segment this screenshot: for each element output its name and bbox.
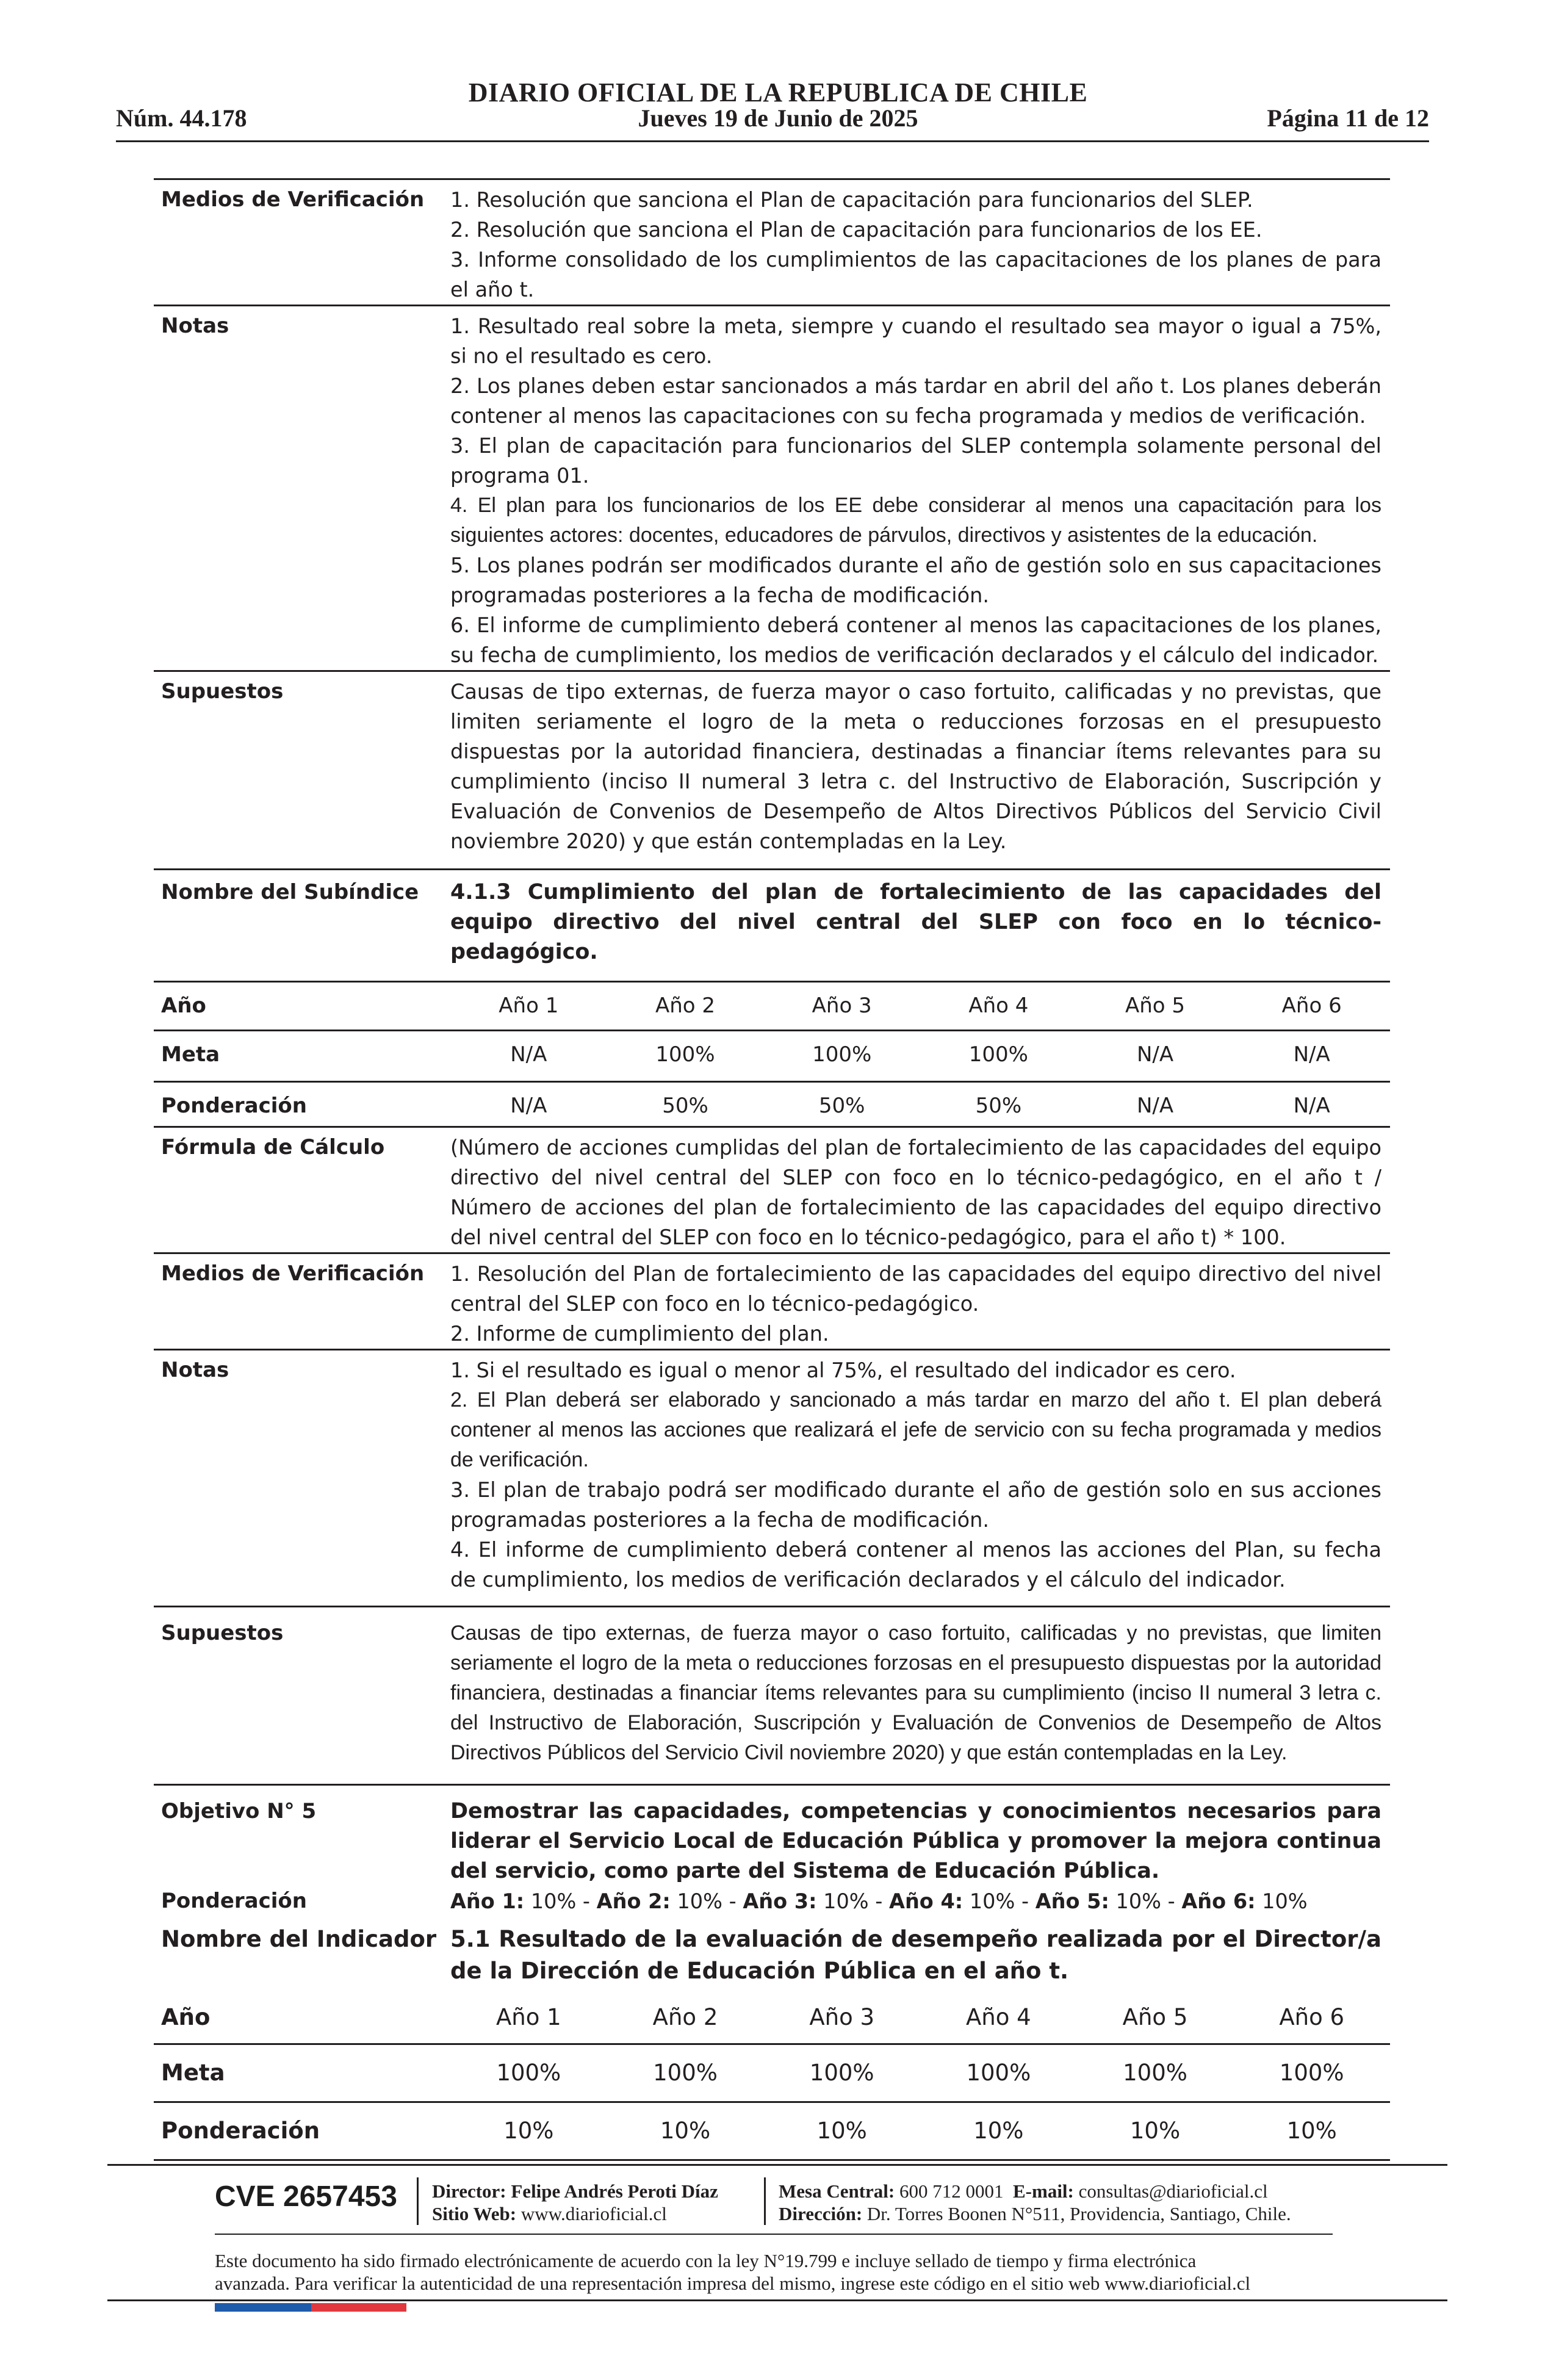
row-value bbox=[450, 180, 1390, 305]
meta-cell: 100% bbox=[812, 1042, 872, 1067]
year-cell: Año 6 bbox=[1281, 993, 1342, 1018]
meta-cell: N/A bbox=[1136, 1042, 1174, 1067]
separator: - bbox=[1015, 1889, 1036, 1913]
separator: - bbox=[722, 1889, 743, 1913]
row-ponderacion-objetivo bbox=[154, 1886, 1390, 1916]
row-value: (Número de acciones cumplidas del plan de fortalecimiento de las capacidades del equipo directivo del nivel central del SLEP con foco en lo técnico-pedagógico, en el año t / Número de acciones del plan de fortalecimiento de las capacidades del equipo directivo del nivel central del SLEP con foco en lo técnico-pedagógico, para el año t) * 100. bbox=[450, 1136, 1381, 1249]
meta-cell: 100% bbox=[1123, 2060, 1187, 2086]
pond-cell: 50% bbox=[818, 1094, 865, 1118]
footer-separator bbox=[764, 2177, 766, 2225]
meta-cell: 100% bbox=[655, 1042, 715, 1067]
row-label: Fórmula de Cálculo bbox=[161, 1135, 385, 1159]
phone-label: Mesa Central: bbox=[779, 2180, 895, 2202]
pond-cell: 50% bbox=[662, 1094, 708, 1118]
year-cell: Año 2 bbox=[652, 2004, 718, 2030]
pond-cell: 10% bbox=[503, 2118, 554, 2144]
meta-cell: 100% bbox=[809, 2060, 874, 2086]
separator: - bbox=[868, 1889, 890, 1913]
flag-blue-stripe bbox=[215, 2303, 311, 2312]
row-label: Año bbox=[161, 2004, 211, 2030]
pond-year-label: Año 1: bbox=[450, 1889, 525, 1913]
row-values bbox=[450, 1996, 1390, 2043]
row-medios-verificacion bbox=[154, 178, 1390, 305]
address: Dr. Torres Boonen N°511, Providencia, Santiago, Chile. bbox=[866, 2203, 1291, 2224]
legal-line: Este documento ha sido firmado electrónicamente de acuerdo con la ley N°19.799 e incluye sellado de tiempo y firma electrónica bbox=[215, 2250, 1197, 2271]
pond-cell: N/A bbox=[1136, 1094, 1174, 1118]
pond-year-label: Año 5: bbox=[1035, 1889, 1109, 1913]
row-values bbox=[450, 2045, 1390, 2101]
pond-cell: 10% bbox=[1286, 2118, 1337, 2144]
row-meta bbox=[154, 1030, 1390, 1081]
row-values bbox=[450, 1031, 1390, 1081]
pond-cell: 50% bbox=[975, 1094, 1022, 1118]
newspaper-title: DIARIO OFICIAL DE LA REPUBLICA DE CHILE bbox=[468, 78, 1088, 107]
pond-year-value: 10% bbox=[1255, 1889, 1308, 1913]
pond-year-label: Año 6: bbox=[1181, 1889, 1256, 1913]
row-value bbox=[450, 1350, 1390, 1606]
year-cell: Año 4 bbox=[966, 2004, 1031, 2030]
separator: - bbox=[1161, 1889, 1182, 1913]
row-value: Causas de tipo externas, de fuerza mayor o caso fortuito, calificadas y no previstas, que limiten seriamente el logro de la meta o reducciones forzosas en el presupuesto dispuestas por la autoridad financiera, destinadas a financiar ítems relevantes para su cumplimiento (inciso II numeral 3 letra c. del Instructivo de Elaboración, Suscripción y Evaluación de Convenios de Desempeño de Altos Directivos Públicos del Servicio Civil noviembre 2020) y que están contempladas en la Ley. bbox=[450, 1621, 1381, 1764]
row-objetivo bbox=[154, 1784, 1390, 1886]
footer-director-block bbox=[432, 2180, 718, 2225]
row-ponderacion bbox=[154, 2101, 1390, 2161]
row-nombre-indicador bbox=[154, 1916, 1390, 1996]
separator: - bbox=[576, 1889, 597, 1913]
row-label: Ponderación bbox=[161, 2118, 320, 2144]
year-cell: Año 1 bbox=[499, 993, 559, 1018]
pond-cell: N/A bbox=[1293, 1094, 1330, 1118]
row-label: Notas bbox=[161, 1358, 229, 1382]
row-supuestos bbox=[154, 670, 1390, 868]
footer-divider bbox=[107, 2164, 1447, 2166]
issue-date: Jueves 19 de Junio de 2025 bbox=[638, 104, 918, 132]
meta-cell: N/A bbox=[510, 1042, 547, 1067]
row-supuestos bbox=[154, 1606, 1390, 1784]
pond-cell: 10% bbox=[660, 2118, 711, 2144]
list-item: 2. Informe de cumplimiento del plan. bbox=[450, 1322, 829, 1346]
footer-inner-divider bbox=[215, 2234, 1333, 2235]
row-label: Notas bbox=[161, 314, 229, 338]
meta-cell: 100% bbox=[496, 2060, 561, 2086]
row-meta bbox=[154, 2043, 1390, 2101]
header-divider bbox=[116, 140, 1429, 142]
row-label: Nombre del Subíndice bbox=[161, 880, 419, 904]
pond-year-value: 10% bbox=[670, 1889, 722, 1913]
row-label: Medios de Verificación bbox=[161, 187, 425, 212]
list-item: 1. Si el resultado es igual o menor al 75%, el resultado del indicador es cero. bbox=[450, 1358, 1236, 1382]
row-label: Ponderación bbox=[161, 1889, 307, 1913]
director-name: Felipe Andrés Peroti Díaz bbox=[511, 2180, 718, 2202]
list-item: 1. Resolución que sanciona el Plan de capacitación para funcionarios del SLEP. bbox=[450, 188, 1253, 212]
year-cell: Año 3 bbox=[812, 993, 872, 1018]
footer-contact-block bbox=[779, 2180, 1291, 2225]
row-values bbox=[450, 983, 1390, 1030]
director-label: Director: bbox=[432, 2180, 506, 2202]
row-label: Nombre del Indicador bbox=[161, 1926, 437, 1952]
row-value: Causas de tipo externas, de fuerza mayor o caso fortuito, calificadas y no previstas, que limiten seriamente el logro de la meta o reducciones forzosas en el presupuesto dispuestas por la autoridad financiera, destinadas a financiar ítems relevantes para su cumplimiento (inciso II numeral 3 letra c. del Instructivo de Elaboración, Suscripción y Evaluación de Convenios de Desempeño de Altos Directivos Públicos del Servicio Civil noviembre 2020) y que están contempladas en la Ley. bbox=[450, 680, 1381, 853]
row-values bbox=[450, 2103, 1390, 2159]
row-label: Meta bbox=[161, 1042, 220, 1067]
row-label: Supuestos bbox=[161, 679, 284, 704]
list-item: 4. El plan para los funcionarios de los EE debe considerar al menos una capacitación para los siguientes actores: docentes, educadores de párvulos, directivos y asistentes de la educación. bbox=[450, 494, 1381, 547]
phone-number: 600 712 0001 bbox=[899, 2180, 1004, 2202]
list-item: 2. Los planes deben estar sancionados a más tardar en abril del año t. Los planes deberán contener al menos las capacitaciones con su fecha programada y medios de verificación. bbox=[450, 374, 1381, 428]
row-value: 5.1 Resultado de la evaluación de desempeño realizada por el Director/a de la Dirección de Educación Pública en el año t. bbox=[450, 1926, 1381, 1984]
row-label: Meta bbox=[161, 2060, 225, 2086]
website-label: Sitio Web: bbox=[432, 2203, 517, 2224]
pond-cell: 10% bbox=[1129, 2118, 1181, 2144]
meta-cell: 100% bbox=[966, 2060, 1031, 2086]
year-cell: Año 4 bbox=[968, 993, 1029, 1018]
row-label: Supuestos bbox=[161, 1621, 284, 1645]
page-number: Página 11 de 12 bbox=[1267, 104, 1429, 132]
legal-notice bbox=[215, 2249, 1362, 2295]
row-value bbox=[450, 1886, 1390, 1916]
row-value: 4.1.3 Cumplimiento del plan de fortalecimiento de las capacidades del equipo directivo del nivel central del SLEP con foco en lo técnico-pedagógico. bbox=[450, 880, 1381, 964]
flag-red-stripe bbox=[311, 2303, 406, 2312]
pond-year-label: Año 3: bbox=[743, 1889, 817, 1913]
list-item: 1. Resolución del Plan de fortalecimiento de las capacidades del equipo directivo del nivel central del SLEP con foco en lo técnico-pedagógico. bbox=[450, 1262, 1381, 1316]
list-item: 3. El plan de capacitación para funcionarios del SLEP contempla solamente personal del programa 01. bbox=[450, 434, 1381, 488]
list-item: 3. Informe consolidado de los cumplimientos de las capacitaciones de los planes de para el año t. bbox=[450, 248, 1381, 301]
row-ponderacion bbox=[154, 1081, 1390, 1126]
row-value bbox=[450, 1254, 1390, 1349]
indicator-table bbox=[154, 178, 1390, 2161]
meta-cell: 100% bbox=[1279, 2060, 1344, 2086]
row-anio bbox=[154, 981, 1390, 1030]
row-label: Objetivo N° 5 bbox=[161, 1799, 317, 1823]
row-value bbox=[450, 306, 1390, 670]
row-medios-verificacion bbox=[154, 1252, 1390, 1349]
list-item: 2. Resolución que sanciona el Plan de capacitación para funcionarios de los EE. bbox=[450, 218, 1262, 242]
address-label: Dirección: bbox=[779, 2203, 863, 2224]
pond-year-value: 10% bbox=[816, 1889, 869, 1913]
year-cell: Año 5 bbox=[1122, 2004, 1188, 2030]
row-formula bbox=[154, 1126, 1390, 1252]
row-label: Medios de Verificación bbox=[161, 1261, 425, 1286]
meta-cell: 100% bbox=[968, 1042, 1028, 1067]
row-anio bbox=[154, 1996, 1390, 2043]
list-item: 5. Los planes podrán ser modificados durante el año de gestión solo en sus capacitaciones programadas posteriores a la fecha de modificación. bbox=[450, 554, 1381, 607]
row-value: Demostrar las capacidades, competencias y conocimientos necesarios para liderar el Servicio Local de Educación Pública y promover la mejora continua del servicio, como parte del Sistema de Educación Pública. bbox=[450, 1799, 1381, 1883]
row-notas bbox=[154, 305, 1390, 670]
pond-cell: 10% bbox=[973, 2118, 1024, 2144]
pond-year-value: 10% bbox=[963, 1889, 1015, 1913]
row-values bbox=[450, 1083, 1390, 1126]
row-notas bbox=[154, 1349, 1390, 1606]
pond-year-value: 10% bbox=[524, 1889, 577, 1913]
pond-cell: 10% bbox=[816, 2118, 867, 2144]
pond-cell: N/A bbox=[510, 1094, 547, 1118]
footer-bottom-divider bbox=[107, 2299, 1447, 2301]
pond-year-label: Año 4: bbox=[889, 1889, 963, 1913]
list-item: 4. El informe de cumplimiento deberá contener al menos las acciones del Plan, su fecha de cumplimiento, los medios de verificación declarados y el cálculo del indicador. bbox=[450, 1538, 1381, 1592]
meta-cell: 100% bbox=[653, 2060, 718, 2086]
row-nombre-subindice bbox=[154, 868, 1390, 981]
list-item: 6. El informe de cumplimiento deberá contener al menos las capacitaciones de los planes, su fecha de cumplimiento, los medios de verificación declarados y el cálculo del indicador. bbox=[450, 613, 1381, 667]
legal-line: avanzada. Para verificar la autenticidad de una representación impresa del mismo, ingrese este código en el sitio web www.diarioficial.cl bbox=[215, 2273, 1251, 2294]
email-label: E-mail: bbox=[1013, 2180, 1074, 2202]
pond-year-value: 10% bbox=[1109, 1889, 1161, 1913]
website-link[interactable]: www.diarioficial.cl bbox=[520, 2203, 667, 2224]
issue-number: Núm. 44.178 bbox=[116, 104, 247, 132]
list-item: 2. El Plan deberá ser elaborado y sancionado a más tardar en marzo del año t. El plan deberá contener al menos las acciones que realizará el jefe de servicio con su fecha programada y medios de verificación. bbox=[450, 1388, 1381, 1471]
pond-year-label: Año 2: bbox=[596, 1889, 671, 1913]
year-cell: Año 6 bbox=[1279, 2004, 1345, 2030]
email-link[interactable]: consultas@diarioficial.cl bbox=[1078, 2180, 1268, 2202]
year-cell: Año 5 bbox=[1125, 993, 1186, 1018]
meta-cell: N/A bbox=[1293, 1042, 1330, 1067]
year-cell: Año 1 bbox=[495, 2004, 561, 2030]
list-item: 3. El plan de trabajo podrá ser modificado durante el año de gestión solo en sus acciones programadas posteriores a la fecha de modificación. bbox=[450, 1478, 1381, 1532]
footer-separator bbox=[417, 2177, 419, 2225]
list-item: 1. Resultado real sobre la meta, siempre y cuando el resultado sea mayor o igual a 75%, si no el resultado es cero. bbox=[450, 314, 1381, 368]
year-cell: Año 3 bbox=[809, 2004, 875, 2030]
cve-code: CVE 2657453 bbox=[215, 2180, 397, 2213]
year-cell: Año 2 bbox=[655, 993, 716, 1018]
row-label: Año bbox=[161, 993, 206, 1018]
row-label: Ponderación bbox=[161, 1094, 307, 1118]
